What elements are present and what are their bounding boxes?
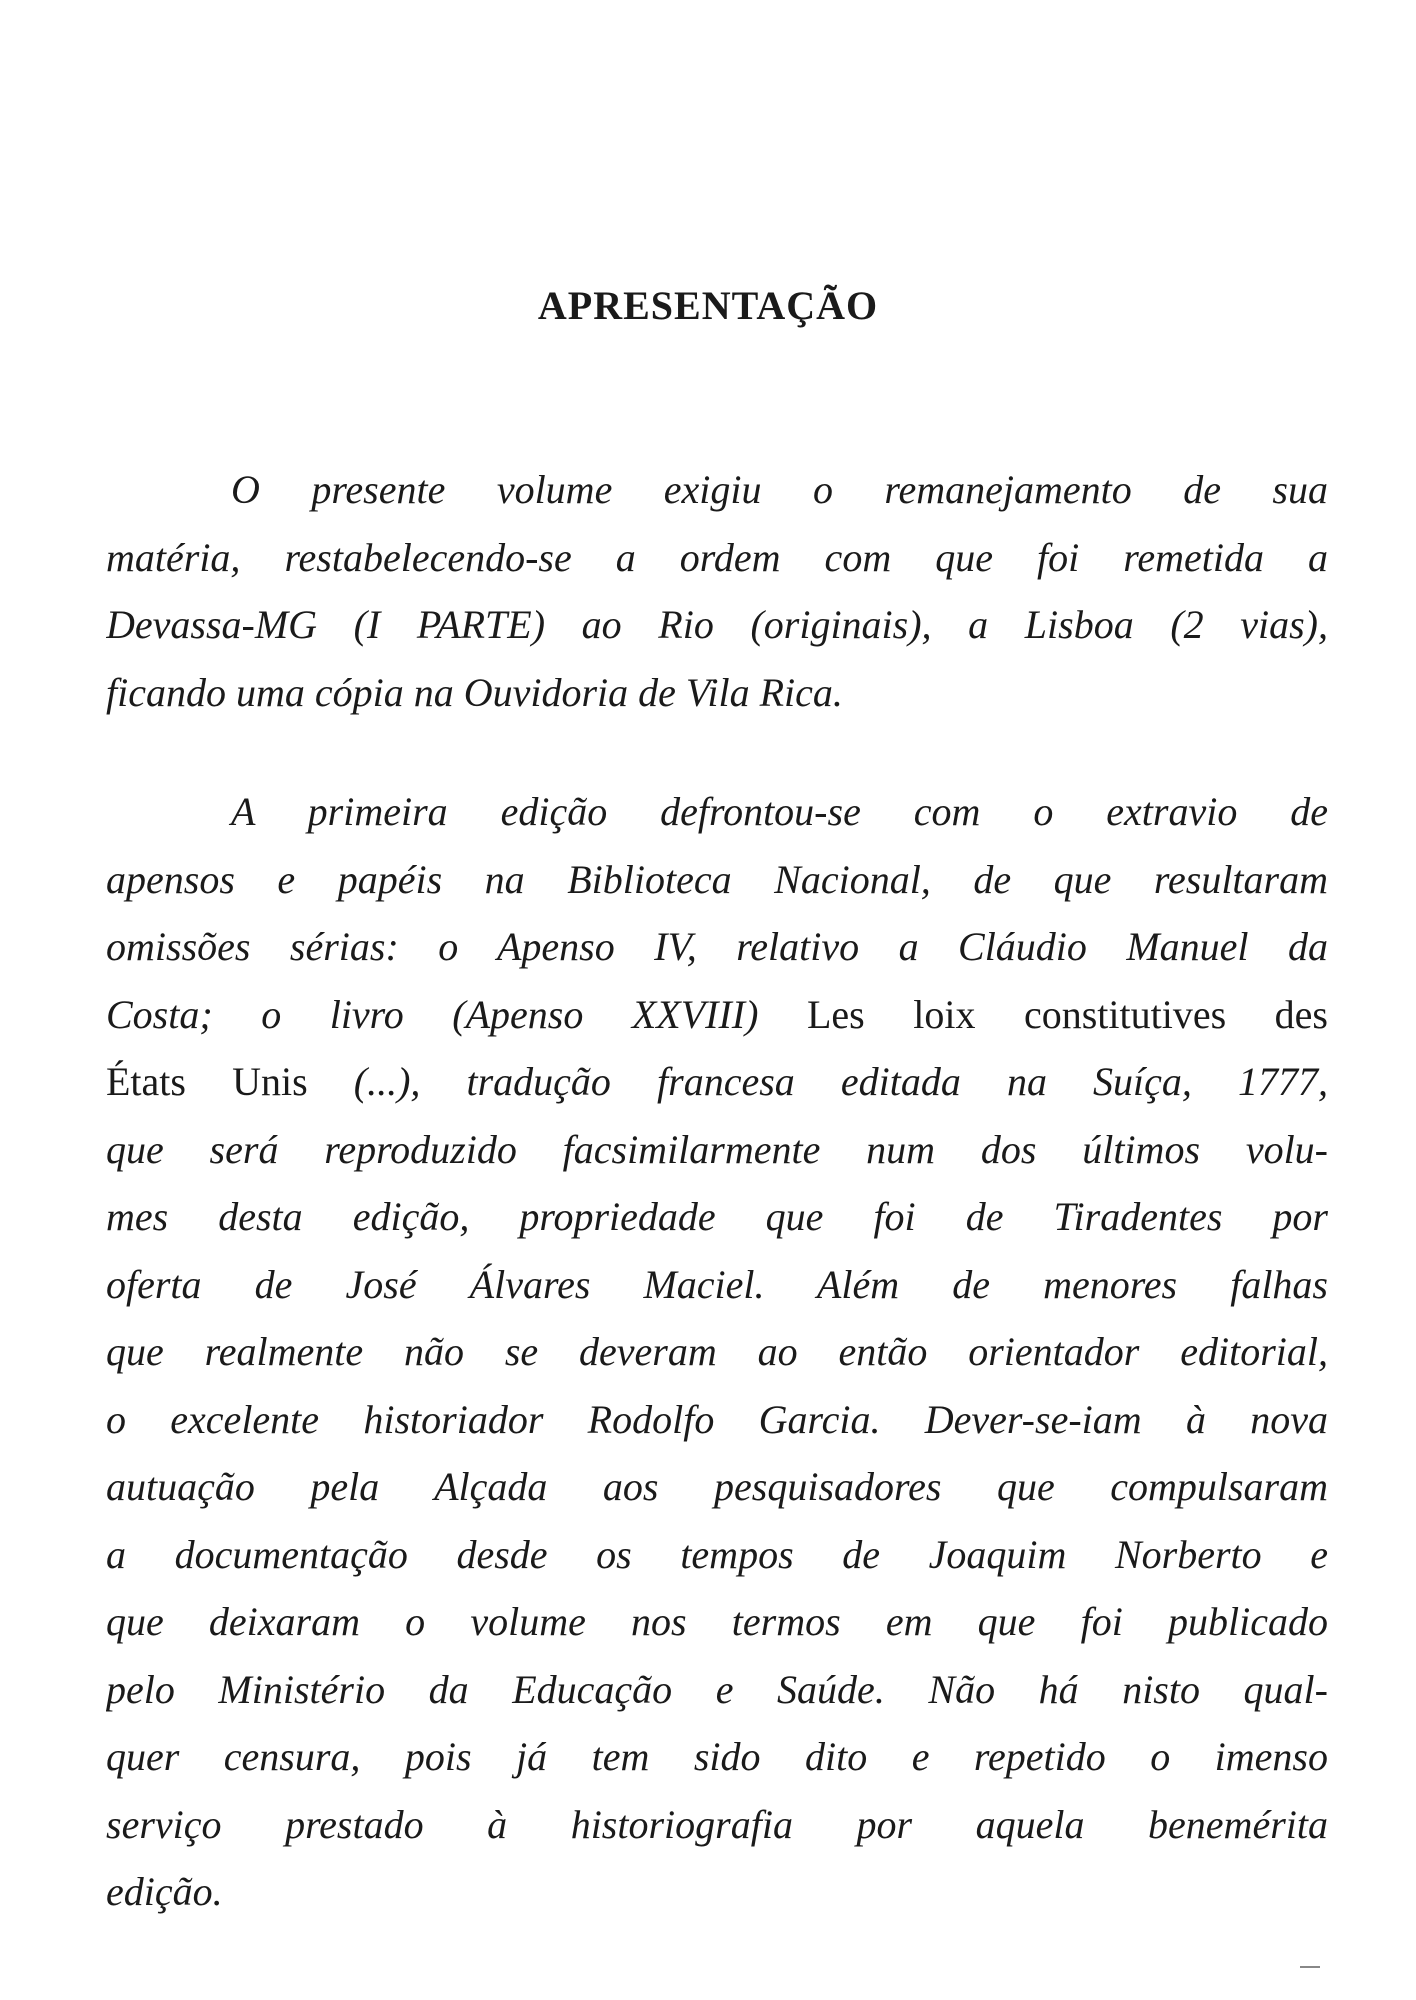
paragraph-line: pelo Ministério da Educação e Saúde. Não há nisto qual- bbox=[106, 1666, 1328, 1712]
paragraph-line: quer censura, pois já tem sido dito e repetido o imenso bbox=[106, 1734, 1328, 1779]
paragraph-line: A primeira edição defrontou-se com o extravio de bbox=[231, 789, 1328, 834]
paragraph-line: a documentação desde os tempos de Joaquim Norberto e bbox=[106, 1531, 1328, 1577]
paragraph-line: matéria, restabelecendo-se a ordem com que foi remetida a bbox=[106, 534, 1328, 580]
page-title: APRESENTAÇÃO bbox=[537, 283, 879, 328]
paragraph-line: que será reproduzido facsimilarmente num dos últimos volu- bbox=[106, 1126, 1328, 1172]
book-title-roman: Les loix constitutives des bbox=[806, 991, 1328, 1037]
paragraph-line: autuação pela Alçada aos pesquisadores que compulsaram bbox=[106, 1464, 1328, 1509]
paragraph-2 bbox=[106, 778, 1328, 1926]
page-mark bbox=[1300, 1966, 1320, 1968]
paragraph-line: o excelente historiador Rodolfo Garcia. Dever-se-iam à nova bbox=[106, 1396, 1328, 1442]
paragraph-line: ficando uma cópia na Ouvidoria de Vila Rica. bbox=[106, 669, 843, 715]
paragraph-line: que realmente não se deveram ao então orientador editorial, bbox=[106, 1329, 1328, 1374]
paragraph-line: edição. bbox=[106, 1869, 223, 1914]
paragraph-line: oferta de José Álvares Maciel. Além de menores falhas bbox=[106, 1261, 1328, 1307]
italic-segment: (...), tradução francesa editada na Suíça, 1777, bbox=[353, 1059, 1328, 1104]
paragraph-line: Devassa-MG (I PARTE) ao Rio (originais), a Lisboa (2 vias), bbox=[106, 602, 1328, 647]
paragraph-line: mes desta edição, propriedade que foi de Tiradentes por bbox=[106, 1194, 1328, 1239]
book-title-roman: États Unis bbox=[106, 1059, 308, 1104]
paragraph-line-mixed bbox=[106, 981, 1328, 1049]
paragraph-line: que deixaram o volume nos termos em que foi publicado bbox=[106, 1599, 1328, 1644]
paragraph-1 bbox=[106, 456, 1328, 726]
paragraph-line: omissões sérias: o Apenso IV, relativo a Cláudio Manuel da bbox=[106, 924, 1328, 969]
paragraph-line: apensos e papéis na Biblioteca Nacional, de que resultaram bbox=[106, 856, 1328, 902]
italic-segment: Costa; o livro (Apenso XXVIII) bbox=[106, 991, 759, 1037]
paragraph-line-mixed bbox=[106, 1048, 1328, 1116]
paragraph-line: serviço prestado à historiografia por aquela benemérita bbox=[106, 1801, 1328, 1847]
paragraph-line: O presente volume exigiu o remanejamento de sua bbox=[231, 467, 1328, 512]
